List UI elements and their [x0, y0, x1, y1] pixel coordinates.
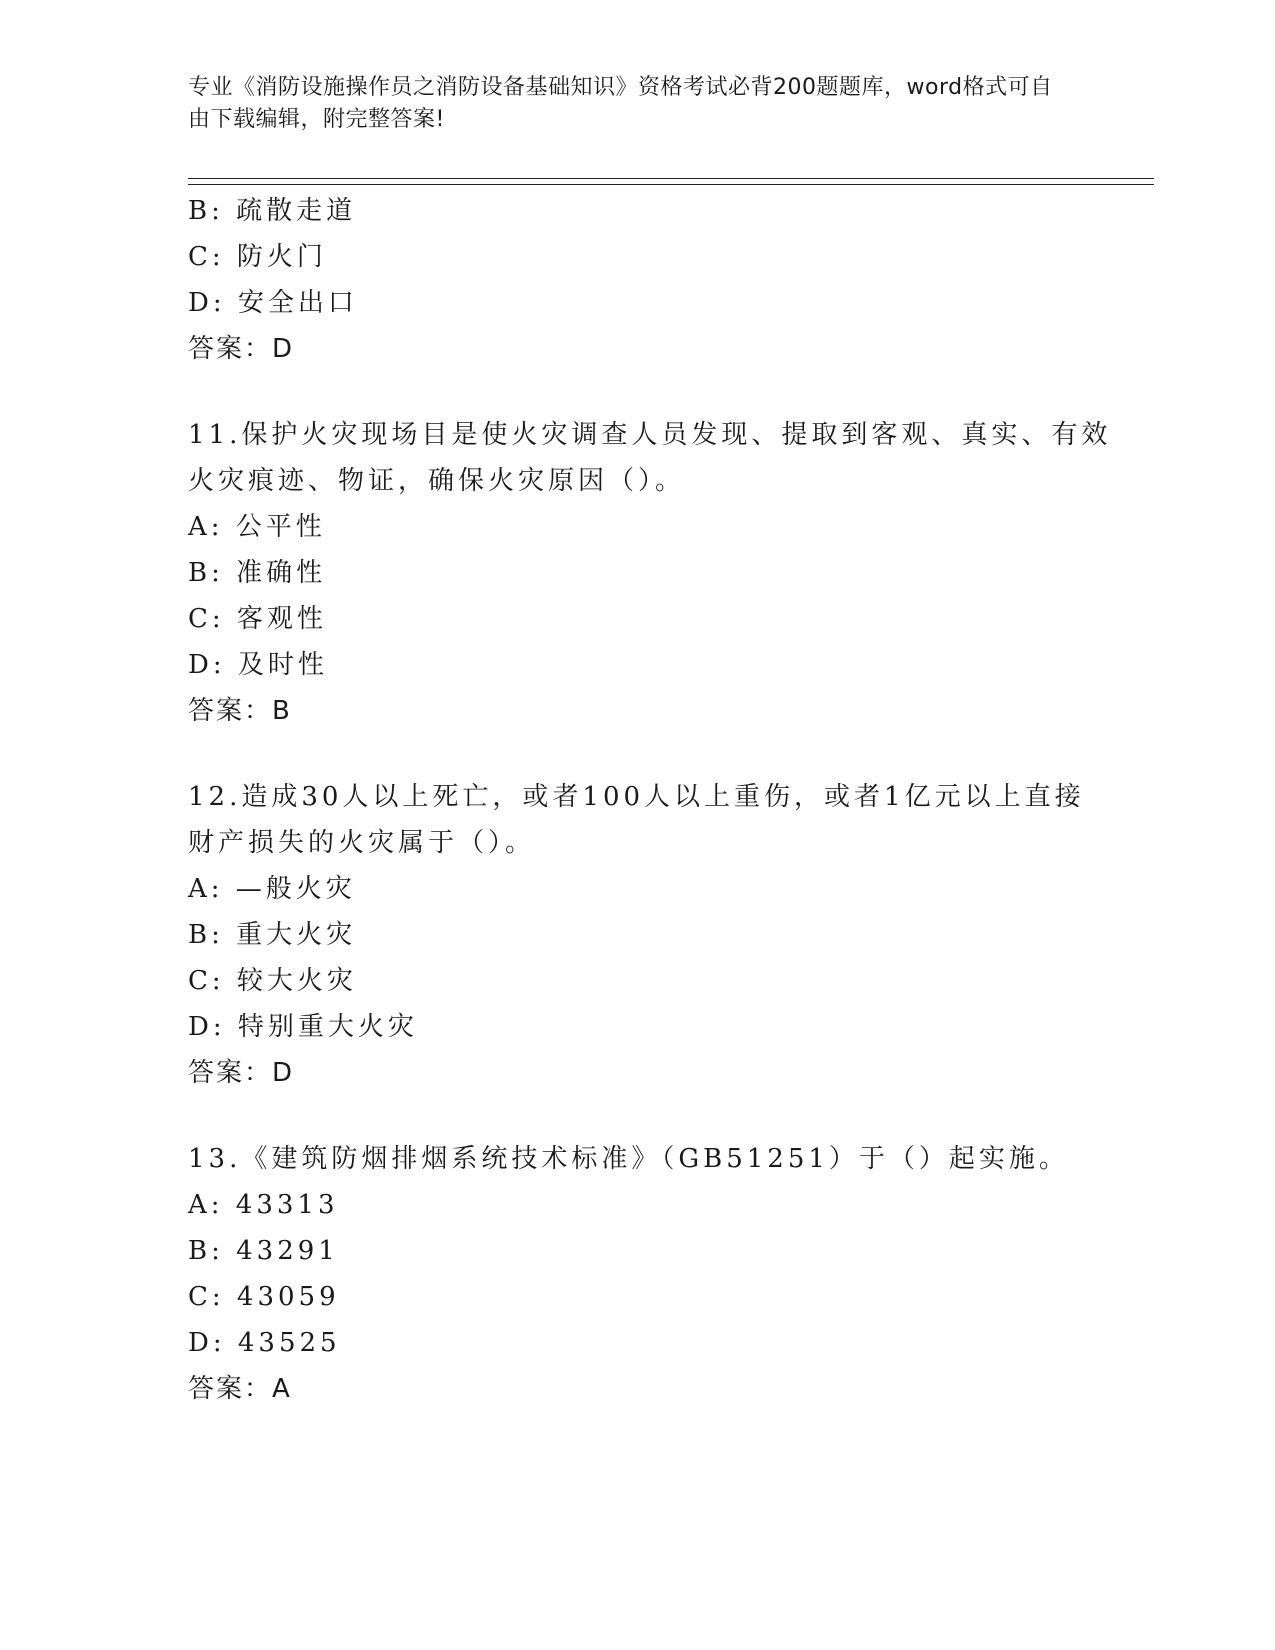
option-a: A: —般火灾: [188, 874, 356, 904]
option-c: C: 较大火灾: [188, 966, 357, 996]
option-c: C: 43059: [188, 1282, 340, 1312]
answer-line: 答案：A: [188, 1374, 292, 1404]
question-text-line: 财产损失的火灾属于（）。: [188, 828, 536, 858]
prev-question-block: [188, 188, 1088, 372]
header-divider-top: [188, 178, 1154, 179]
option-d: D: 安全出口: [188, 288, 358, 318]
option-d: D: 特别重大火灾: [188, 1012, 418, 1042]
question-text-line: 11.保护火灾现场目是使火灾调查人员发现、提取到客观、真实、有效: [188, 420, 1112, 450]
answer-line: 答案：D: [188, 334, 295, 364]
option-b: B: 43291: [188, 1236, 339, 1266]
option-d: D: 43525: [188, 1328, 341, 1358]
document-header: 专业《消防设施操作员之消防设备基础知识》资格考试必背200题题库，word格式可自由下载编辑，附完整答案!: [188, 75, 1053, 132]
option-a: A: 43313: [188, 1190, 339, 1220]
header-divider-bottom: [188, 184, 1154, 185]
question-text-line: 13.《建筑防烟排烟系统技术标准》（GB51251）于（）起实施。: [188, 1144, 1069, 1174]
question-12: [188, 774, 1088, 1096]
option-a: A: 公平性: [188, 512, 326, 542]
option-c: C: 防火门: [188, 242, 327, 272]
question-13: [188, 1136, 1088, 1412]
question-11: [188, 412, 1112, 734]
option-b: B: 疏散走道: [188, 196, 357, 226]
question-text-line: 12.造成30人以上死亡，或者100人以上重伤，或者1亿元以上直接: [188, 782, 1085, 812]
answer-line: 答案：D: [188, 1058, 295, 1088]
option-b: B: 准确性: [188, 558, 327, 588]
answer-line: 答案：B: [188, 696, 292, 726]
option-d: D: 及时性: [188, 650, 328, 680]
question-text-line: 火灾痕迹、物证，确保火灾原因（）。: [188, 466, 686, 496]
document-content: [188, 188, 1112, 1412]
option-b: B: 重大火灾: [188, 920, 357, 950]
option-c: C: 客观性: [188, 604, 327, 634]
